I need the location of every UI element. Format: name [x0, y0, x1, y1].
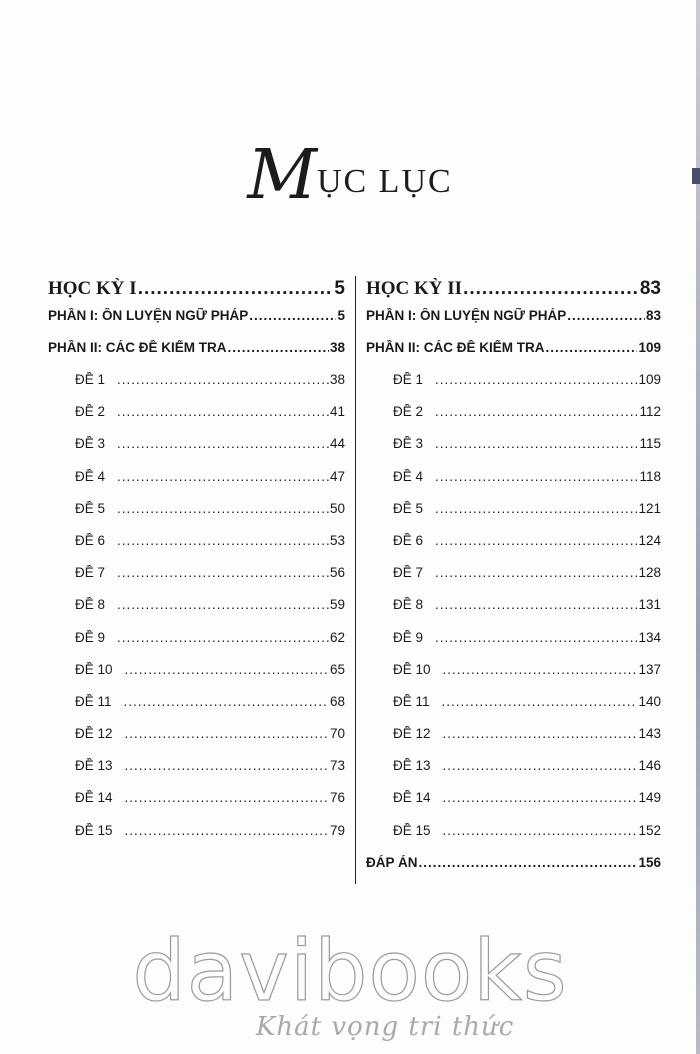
toc-page-number: 156: [638, 854, 661, 870]
toc-label: ĐỀ 9: [393, 629, 424, 645]
toc-label: ĐỀ 1: [75, 372, 106, 387]
toc-label: ĐỀ 3: [393, 436, 424, 452]
toc-page-number: 47: [329, 468, 345, 484]
toc-page-number: 59: [329, 597, 345, 613]
toc-page-number: 68: [329, 693, 345, 709]
toc-label: PHẦN II: CÁC ĐỀ KIỂM TRA: [366, 340, 545, 355]
toc-page-number: 137: [638, 661, 661, 677]
dot-leader: [125, 758, 329, 773]
toc-test-entry[interactable]: [48, 501, 345, 533]
toc-label: ĐỀ 6: [75, 532, 106, 548]
toc-label: ĐỀ 14: [393, 790, 431, 806]
toc-page-number: 143: [638, 726, 661, 742]
toc-page-number: 124: [638, 532, 661, 548]
toc-test-entry[interactable]: [366, 404, 661, 436]
toc-test-entry[interactable]: [366, 469, 661, 501]
toc-answers-entry[interactable]: [366, 855, 661, 889]
dot-leader: [117, 565, 329, 580]
toc-label: HỌC KỲ II: [366, 278, 463, 299]
toc-label: ĐỀ 11: [393, 693, 430, 709]
toc-page-number: 5: [334, 278, 345, 299]
toc-label: ĐỀ 13: [75, 758, 113, 774]
toc-label: ĐỀ 8: [393, 597, 424, 613]
dot-leader: [435, 404, 638, 419]
toc-test-entry[interactable]: [48, 404, 345, 436]
toc-test-entry[interactable]: [366, 662, 661, 694]
toc-page-number: 5: [337, 308, 345, 323]
toc-label: ĐỀ 8: [75, 597, 106, 613]
toc-page-number: 38: [329, 372, 345, 387]
toc-page-number: 149: [638, 790, 661, 806]
dot-leader: [117, 372, 329, 387]
toc-page-number: 109: [638, 372, 661, 387]
dot-leader: [125, 726, 329, 741]
toc-page-number: 73: [329, 758, 345, 774]
toc-label: ĐỀ 10: [75, 661, 113, 677]
toc-column-semester-2: [366, 278, 661, 889]
dot-leader: [435, 469, 638, 484]
toc-semester-heading[interactable]: [366, 278, 661, 308]
toc-label: ĐỀ 7: [393, 565, 424, 581]
dot-leader: [124, 694, 329, 709]
dot-leader: [125, 823, 329, 838]
toc-test-entry[interactable]: [48, 630, 345, 662]
dot-leader: [443, 662, 638, 677]
toc-label: ĐỀ 14: [75, 790, 113, 806]
toc-label: ĐỀ 10: [393, 661, 431, 677]
toc-label: ĐỀ 4: [75, 468, 106, 484]
dot-leader: [117, 597, 329, 612]
toc-test-entry[interactable]: [48, 565, 345, 597]
dot-leader: [117, 469, 329, 484]
toc-page-number: 56: [329, 565, 345, 581]
toc-page-number: 134: [638, 629, 661, 645]
toc-test-entry[interactable]: [366, 823, 661, 855]
toc-label: ĐỀ 2: [75, 404, 106, 420]
dot-leader: [117, 630, 329, 645]
toc-label: PHẦN II: CÁC ĐỀ KIỂM TRA: [48, 340, 227, 355]
toc-page-number: 44: [329, 436, 345, 452]
dot-leader: [125, 662, 329, 677]
toc-test-entry[interactable]: [48, 726, 345, 758]
toc-label: ĐỀ 1: [393, 372, 424, 387]
toc-label: ĐỀ 7: [75, 565, 106, 581]
toc-label: ĐỀ 4: [393, 468, 424, 484]
dot-leader: [117, 404, 329, 419]
toc-test-entry[interactable]: [48, 758, 345, 790]
dot-leader: [125, 790, 329, 805]
dot-leader: [249, 308, 336, 323]
toc-test-entry[interactable]: [366, 630, 661, 662]
toc-semester-heading[interactable]: [48, 278, 345, 308]
title-initial: M: [247, 136, 317, 215]
toc-label: ĐỀ 5: [75, 500, 106, 516]
toc-label: ĐỀ 13: [393, 758, 431, 774]
dot-leader: [117, 501, 329, 516]
toc-label: ĐỀ 15: [393, 822, 431, 838]
toc-test-entry[interactable]: [48, 662, 345, 694]
dot-leader: [435, 630, 637, 645]
toc-label: ĐÁP ÁN: [366, 854, 418, 870]
toc-label: ĐỀ 9: [75, 629, 106, 645]
dot-leader: [435, 533, 637, 548]
dot-leader: [435, 565, 637, 580]
toc-test-entry[interactable]: [366, 790, 661, 822]
toc-test-entry[interactable]: [366, 694, 661, 726]
column-divider: [355, 276, 356, 884]
toc-part-entry[interactable]: [48, 308, 345, 340]
dot-leader: [443, 758, 638, 773]
toc-page-number: 109: [638, 340, 661, 355]
toc-page-number: 83: [639, 278, 661, 299]
toc-test-entry[interactable]: [366, 758, 661, 790]
dot-leader: [138, 278, 334, 300]
toc-label: ĐỀ 12: [75, 726, 113, 742]
toc-page-number: 140: [638, 693, 661, 709]
title-rest: ỤC LỤC: [316, 163, 453, 200]
toc-test-entry[interactable]: [48, 823, 345, 855]
toc-page-number: 131: [638, 597, 661, 613]
dot-leader: [443, 726, 638, 741]
toc-label: ĐỀ 11: [75, 693, 112, 709]
watermark-brand: davibooks: [132, 922, 568, 1020]
toc-test-entry[interactable]: [366, 726, 661, 758]
dot-leader: [435, 372, 637, 387]
toc-page-number: 152: [638, 822, 661, 838]
page-title: [0, 136, 700, 215]
dot-leader: [567, 308, 645, 323]
toc-test-entry[interactable]: [366, 501, 661, 533]
toc-page-number: 128: [638, 565, 661, 581]
toc-page-number: 65: [329, 661, 345, 677]
toc-page-number: 70: [329, 726, 345, 742]
toc-test-entry[interactable]: [48, 469, 345, 501]
toc-label: ĐỀ 15: [75, 822, 113, 838]
dot-leader: [546, 340, 638, 355]
toc-test-entry[interactable]: [48, 372, 345, 404]
dot-leader: [463, 278, 639, 300]
toc-test-entry[interactable]: [366, 533, 661, 565]
toc-part-entry[interactable]: [48, 340, 345, 372]
toc-label: HỌC KỲ I: [48, 278, 137, 299]
toc-label: ĐỀ 12: [393, 726, 431, 742]
dot-leader: [419, 855, 638, 870]
toc-part-entry[interactable]: [366, 340, 661, 372]
dot-leader: [117, 533, 329, 548]
toc-page-number: 38: [329, 340, 345, 355]
toc-page-number: 53: [329, 532, 345, 548]
toc-page-number: 79: [329, 822, 345, 838]
toc-test-entry[interactable]: [366, 565, 661, 597]
dot-leader: [443, 790, 638, 805]
toc-label: ĐỀ 3: [75, 436, 106, 452]
dot-leader: [443, 823, 638, 838]
toc-label: ĐỀ 6: [393, 532, 424, 548]
dot-leader: [435, 501, 637, 516]
toc-test-entry[interactable]: [48, 694, 345, 726]
toc-label: PHẦN I: ÔN LUYỆN NGỮ PHÁP: [366, 308, 567, 323]
toc-test-entry[interactable]: [366, 372, 661, 404]
watermark-tagline: Khát vọng tri thức: [256, 1012, 515, 1042]
toc-page-number: 50: [329, 500, 345, 516]
toc-page-number: 83: [645, 308, 661, 323]
toc-test-entry[interactable]: [48, 533, 345, 565]
dot-leader: [117, 436, 329, 451]
toc-label: PHẦN I: ÔN LUYỆN NGỮ PHÁP: [48, 308, 249, 323]
toc-page-number: 76: [329, 790, 345, 806]
toc-page-number: 121: [638, 500, 661, 516]
toc-page-number: 41: [329, 404, 345, 420]
toc-page-number: 146: [638, 758, 661, 774]
toc-test-entry[interactable]: [48, 597, 345, 629]
toc-test-entry[interactable]: [366, 597, 661, 629]
toc-label: ĐỀ 2: [393, 404, 424, 420]
toc-page-number: 115: [639, 436, 661, 452]
toc-test-entry[interactable]: [366, 436, 661, 468]
toc-page-number: 118: [639, 468, 661, 484]
dot-leader: [442, 694, 638, 709]
toc-label: ĐỀ 5: [393, 500, 424, 516]
toc-page-number: 62: [329, 629, 345, 645]
toc-part-entry[interactable]: [366, 308, 661, 340]
dot-leader: [435, 597, 637, 612]
dot-leader: [228, 340, 329, 355]
toc-column-semester-1: [48, 278, 345, 855]
toc-test-entry[interactable]: [48, 436, 345, 468]
toc-page-number: 112: [639, 404, 661, 420]
toc-test-entry[interactable]: [48, 790, 345, 822]
dot-leader: [435, 436, 638, 451]
